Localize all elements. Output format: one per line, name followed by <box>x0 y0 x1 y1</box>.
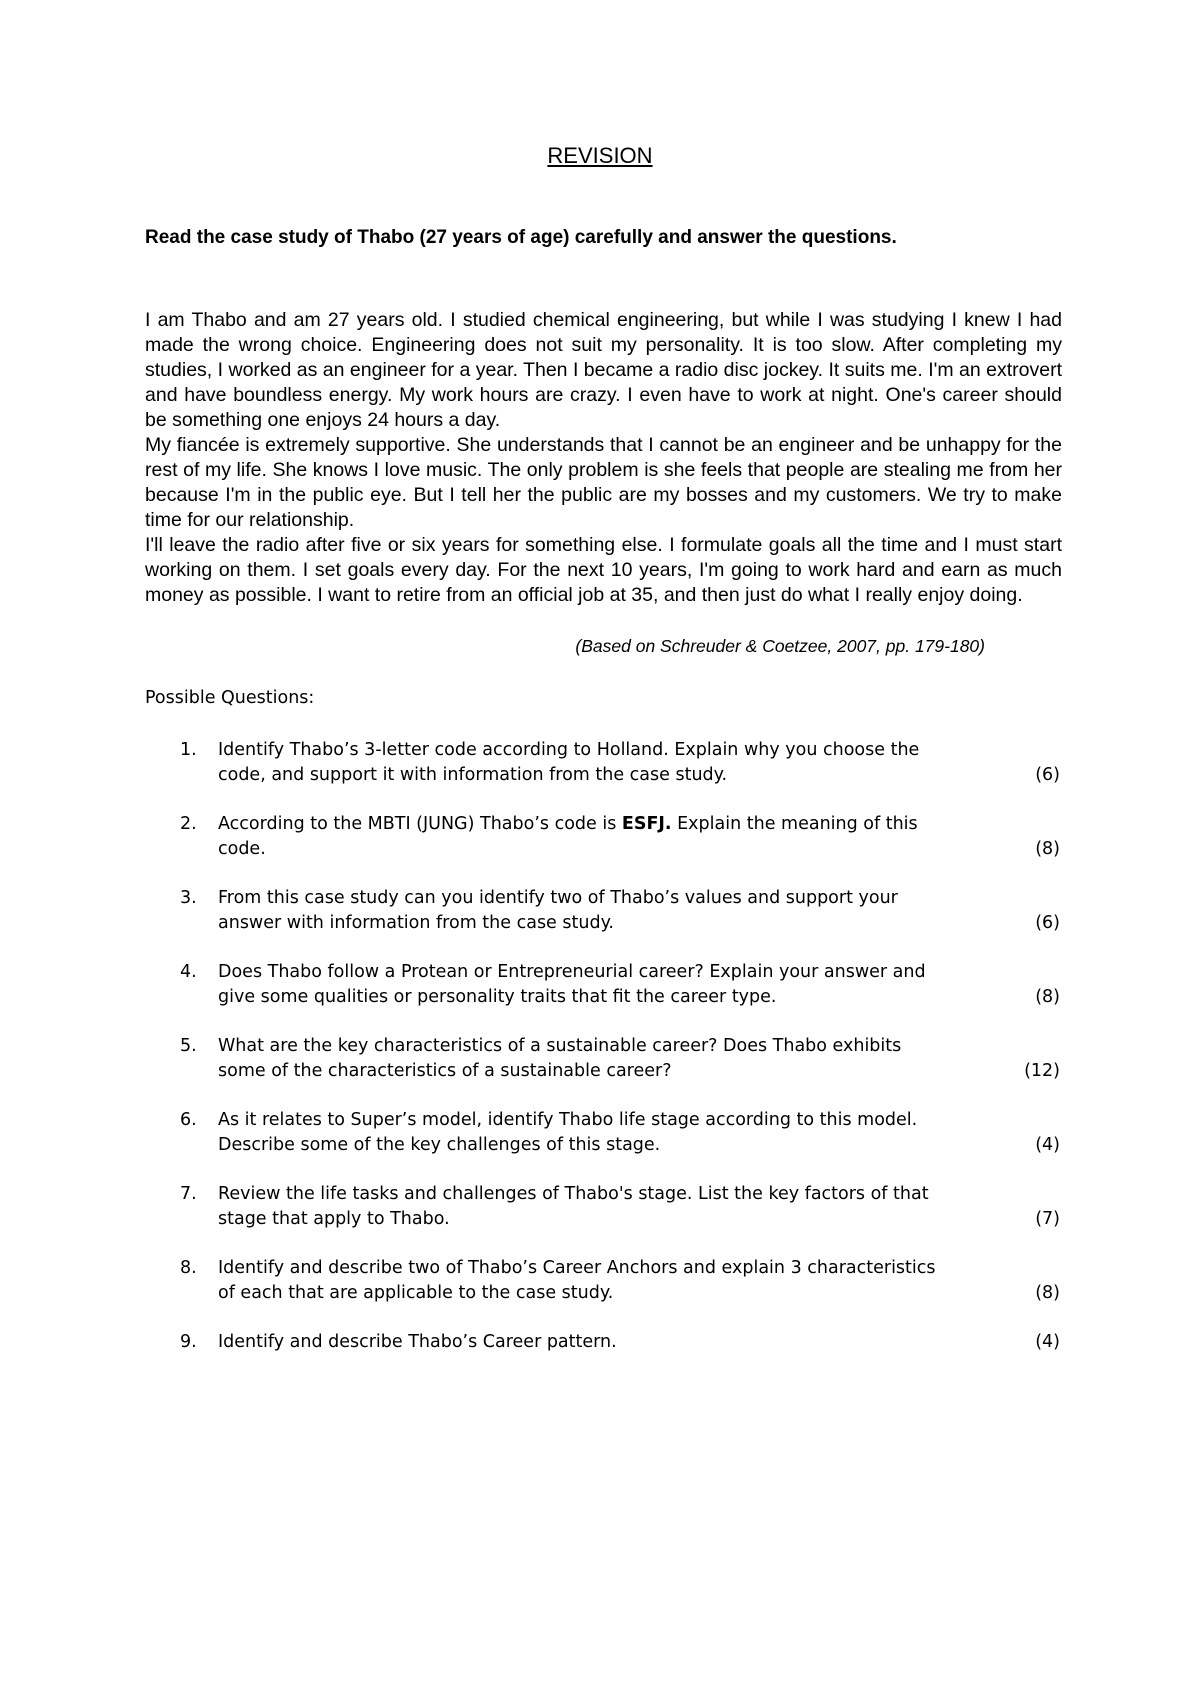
question-marks: (8) <box>1035 987 1060 1007</box>
document-title: REVISION <box>547 143 653 168</box>
question-item <box>145 960 1065 1010</box>
question-marks: (8) <box>1035 839 1060 859</box>
question-text-part: According to the MBTI (JUNG) Thabo’s code is <box>218 814 622 834</box>
question-item <box>145 1256 1065 1306</box>
question-item <box>145 738 1065 788</box>
question-text-line-1: Does Thabo follow a Protean or Entrepreneurial career? Explain your answer and <box>218 962 926 982</box>
question-text-line-2: some of the characteristics of a sustainable career? <box>218 1061 672 1081</box>
case-study-paragraph-3: I'll leave the radio after five or six years for something else. I formulate goals all the time and I must start working on them. I set goals every day. For the next 10 years, I'm going to work hard and earn as much money as possible. I want to retire from an official job at 35, and then just do what I really enjoy doing. <box>145 534 1062 606</box>
question-marks: (4) <box>1035 1332 1060 1352</box>
question-text-part: Explain the meaning of this <box>671 814 918 834</box>
question-item <box>145 1034 1065 1084</box>
question-text-line-2: give some qualities or personality traits that fit the career type. <box>218 987 777 1007</box>
question-text-line-1: From this case study can you identify two of Thabo’s values and support your <box>218 888 898 908</box>
question-item <box>145 812 1065 862</box>
question-number: 2. <box>180 814 197 834</box>
question-text-line-2: code, and support it with information from the case study. <box>218 765 728 785</box>
question-text-line-2: stage that apply to Thabo. <box>218 1209 450 1229</box>
question-item <box>145 1108 1065 1158</box>
question-marks: (12) <box>1024 1061 1060 1081</box>
question-number: 3. <box>180 888 197 908</box>
question-number: 1. <box>180 740 197 760</box>
question-marks: (7) <box>1035 1209 1060 1229</box>
mbti-code: ESFJ. <box>621 814 672 834</box>
question-number: 4. <box>180 962 197 982</box>
instruction-text: Read the case study of Thabo (27 years of age) carefully and answer the questions. <box>145 227 897 248</box>
question-marks: (8) <box>1035 1283 1060 1303</box>
question-number: 9. <box>180 1332 197 1352</box>
question-text-line-2: Describe some of the key challenges of this stage. <box>218 1135 661 1155</box>
case-study-text <box>145 308 1062 608</box>
questions-heading: Possible Questions: <box>145 688 315 708</box>
question-text-line-1: Identify and describe two of Thabo’s Career Anchors and explain 3 characteristics <box>218 1258 936 1278</box>
case-study-paragraph-2: My fiancée is extremely supportive. She understands that I cannot be an engineer and be unhappy for the rest of my life. She knows I love music. The only problem is she feels that people are stealing me from her because I'm in the public eye. But I tell her the public are my bosses and my customers. We try to make time for our relationship. <box>145 434 1062 531</box>
question-marks: (6) <box>1035 913 1060 933</box>
question-number: 5. <box>180 1036 197 1056</box>
question-text-line-1: Identify and describe Thabo’s Career pattern. <box>218 1332 617 1352</box>
question-text-line-1 <box>218 812 1065 837</box>
question-item <box>145 1330 1065 1355</box>
questions-list <box>145 738 1065 1379</box>
question-text-line-2: answer with information from the case study. <box>218 913 614 933</box>
question-number: 7. <box>180 1184 197 1204</box>
question-text-line-2: code. <box>218 839 266 859</box>
case-study-paragraph-1: I am Thabo and am 27 years old. I studied chemical engineering, but while I was studying I knew I had made the wrong choice. Engineering does not suit my personality. It is too slow. After completing my studies, I worked as an engineer for a year. Then I became a radio disc jockey. It suits me. I'm an extrovert and have boundless energy. My work hours are crazy. I even have to work at night. One's career should be something one enjoys 24 hours a day. <box>145 309 1062 431</box>
question-number: 8. <box>180 1258 197 1278</box>
question-number: 6. <box>180 1110 197 1130</box>
citation: (Based on Schreuder & Coetzee, 2007, pp. 179-180) <box>575 636 985 656</box>
question-text-line-1: What are the key characteristics of a sustainable career? Does Thabo exhibits <box>218 1036 902 1056</box>
question-marks: (4) <box>1035 1135 1060 1155</box>
question-text-line-1: Identify Thabo’s 3-letter code according to Holland. Explain why you choose the <box>218 740 920 760</box>
question-item <box>145 1182 1065 1232</box>
question-text-line-1: Review the life tasks and challenges of Thabo's stage. List the key factors of that <box>218 1184 929 1204</box>
question-text-line-1: As it relates to Super’s model, identify Thabo life stage according to this model. <box>218 1110 918 1130</box>
question-text-line-2: of each that are applicable to the case study. <box>218 1283 614 1303</box>
question-item <box>145 886 1065 936</box>
question-marks: (6) <box>1035 765 1060 785</box>
